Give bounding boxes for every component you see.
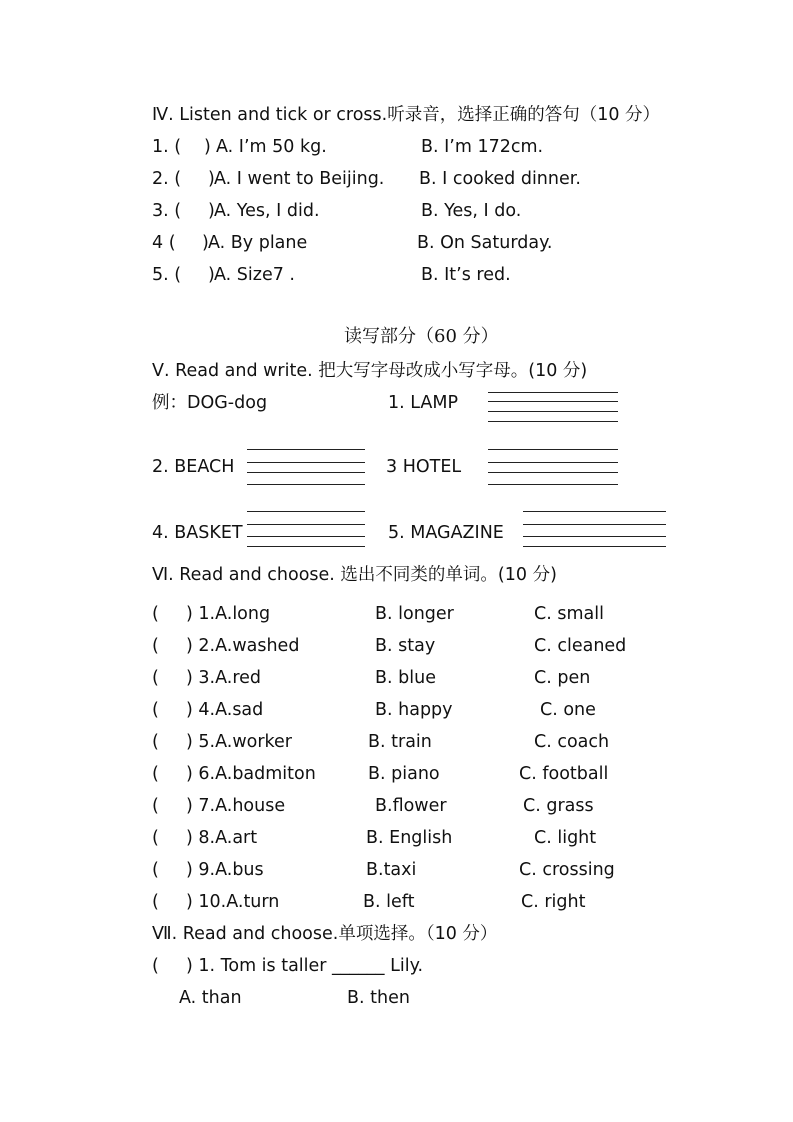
s4-q3-option-a: A. Yes, I did. <box>214 201 320 221</box>
writing-line <box>247 472 365 473</box>
writing-line <box>247 536 365 537</box>
s6-q1-paren: ( <box>152 604 159 624</box>
s6-q3-option-c: C. pen <box>534 668 591 688</box>
s7-q1-option-b: B. then <box>347 988 410 1008</box>
s6-q7-option-b: B.flower <box>375 796 447 816</box>
s6-q2-paren: ( <box>152 636 159 656</box>
writing-line <box>488 462 618 463</box>
s4-q2-option-a: A. I went to Beijing. <box>214 169 385 189</box>
s6-q5-option-a: ) 5.A.worker <box>186 732 292 752</box>
writing-line <box>488 401 618 402</box>
s6-q9-option-a: ) 9.A.bus <box>186 860 264 880</box>
s5-word-2: 2. BEACH <box>152 457 235 477</box>
s4-q2-close: ) <box>208 169 215 189</box>
s4-q4-option-b: B. On Saturday. <box>417 233 553 253</box>
s6-q6-option-a: ) 6.A.badmiton <box>186 764 316 784</box>
s6-q9-option-b: B.taxi <box>366 860 417 880</box>
s4-q5-option-a: A. Size7 . <box>214 265 295 285</box>
writing-line <box>488 449 618 450</box>
s6-q4-option-b: B. happy <box>375 700 453 720</box>
writing-line <box>488 411 618 412</box>
s6-q8-option-a: ) 8.A.art <box>186 828 258 848</box>
writing-line <box>523 511 666 512</box>
s4-q4-option-a: A. By plane <box>208 233 308 253</box>
s6-q5-paren: ( <box>152 732 159 752</box>
s5-example: 例：DOG-dog <box>152 393 268 413</box>
writing-line <box>523 524 666 525</box>
section-7-heading: Ⅶ. Read and choose.单项选择。（10 分） <box>152 924 498 944</box>
s4-q5-option-b: B. It’s red. <box>421 265 511 285</box>
writing-line <box>247 462 365 463</box>
s4-q5-paren: 5. ( <box>152 265 182 285</box>
writing-line <box>488 392 618 393</box>
s6-q6-paren: ( <box>152 764 159 784</box>
s6-q5-option-c: C. coach <box>534 732 610 752</box>
s6-q1-option-a: ) 1.A.long <box>186 604 271 624</box>
s6-q4-option-a: ) 4.A.sad <box>186 700 264 720</box>
s4-q4-paren: 4 ( <box>152 233 176 253</box>
s5-word-3: 3 HOTEL <box>386 457 462 477</box>
s7-q1-question: ) 1. Tom is taller ______ Lily. <box>186 956 424 976</box>
writing-line <box>488 472 618 473</box>
writing-line <box>488 484 618 485</box>
s6-q4-option-c: C. one <box>540 700 596 720</box>
s6-q9-paren: ( <box>152 860 159 880</box>
s4-q1-option-a: A. I’m 50 kg. <box>216 137 327 157</box>
writing-line <box>488 421 618 422</box>
s6-q3-option-a: ) 3.A.red <box>186 668 261 688</box>
writing-line <box>247 524 365 525</box>
s7-q1-paren: ( <box>152 956 159 976</box>
s6-q1-option-c: C. small <box>534 604 604 624</box>
s4-q2-option-b: B. I cooked dinner. <box>419 169 581 189</box>
s6-q6-option-b: B. piano <box>368 764 440 784</box>
s7-q1-option-a: A. than <box>179 988 242 1008</box>
writing-line <box>247 511 365 512</box>
s4-q3-option-b: B. Yes, I do. <box>421 201 522 221</box>
writing-line <box>247 546 365 547</box>
writing-line <box>523 546 666 547</box>
s6-q1-option-b: B. longer <box>375 604 454 624</box>
s6-q10-option-a: ) 10.A.turn <box>186 892 280 912</box>
s5-word-1: 1. LAMP <box>388 393 459 413</box>
s6-q2-option-b: B. stay <box>375 636 436 656</box>
s4-q3-paren: 3. ( <box>152 201 182 221</box>
s4-q5-close: ) <box>208 265 215 285</box>
s6-q10-option-c: C. right <box>521 892 586 912</box>
section-6-heading: Ⅵ. Read and choose. 选出不同类的单词。(10 分) <box>152 565 557 585</box>
s6-q10-paren: ( <box>152 892 159 912</box>
s5-word-4: 4. BASKET <box>152 523 243 543</box>
s6-q3-option-b: B. blue <box>375 668 436 688</box>
s6-q2-option-c: C. cleaned <box>534 636 627 656</box>
part-title: 读写部分（60 分） <box>344 326 499 347</box>
s6-q8-option-c: C. light <box>534 828 597 848</box>
s6-q10-option-b: B. left <box>363 892 415 912</box>
writing-line <box>523 536 666 537</box>
writing-line <box>247 484 365 485</box>
s4-q2-paren: 2. ( <box>152 169 182 189</box>
s4-q1-option-b: B. I’m 172cm. <box>421 137 544 157</box>
s6-q6-option-c: C. football <box>519 764 609 784</box>
s6-q7-paren: ( <box>152 796 159 816</box>
s6-q5-option-b: B. train <box>368 732 432 752</box>
s6-q3-paren: ( <box>152 668 159 688</box>
writing-line <box>247 449 365 450</box>
section-5-heading: Ⅴ. Read and write. 把大写字母改成小写字母。(10 分) <box>152 361 588 381</box>
s6-q2-option-a: ) 2.A.washed <box>186 636 300 656</box>
section-4-heading: Ⅳ. Listen and tick or cross.听录音，选择正确的答句（10 分） <box>152 105 661 125</box>
s6-q7-option-c: C. grass <box>523 796 594 816</box>
s5-word-5: 5. MAGAZINE <box>388 523 504 543</box>
s4-q1-paren: 1. ( <box>152 137 182 157</box>
s6-q8-option-b: B. English <box>366 828 453 848</box>
s6-q7-option-a: ) 7.A.house <box>186 796 286 816</box>
s4-q1-close: ) <box>204 137 211 157</box>
s6-q9-option-c: C. crossing <box>519 860 615 880</box>
s4-q4-close: ) <box>202 233 209 253</box>
s6-q8-paren: ( <box>152 828 159 848</box>
s4-q3-close: ) <box>208 201 215 221</box>
s6-q4-paren: ( <box>152 700 159 720</box>
